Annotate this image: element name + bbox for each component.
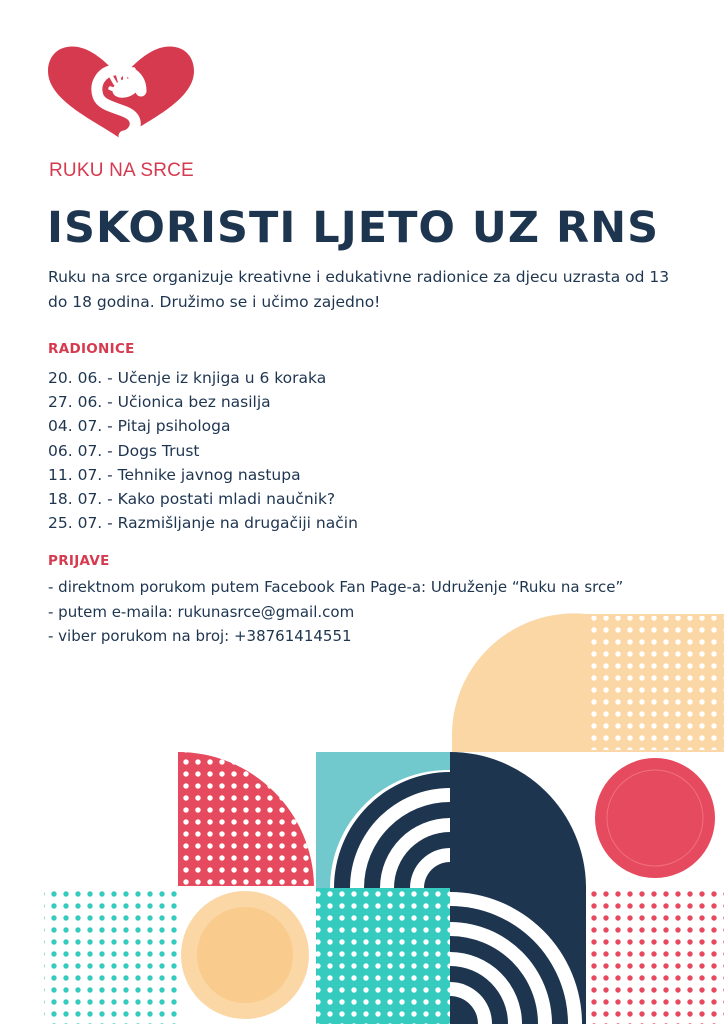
heart-hand-icon	[46, 46, 196, 141]
workshops-title: RADIONICE	[48, 341, 135, 357]
list-item: 06. 07. - Dogs Trust	[48, 441, 200, 460]
list-item: 27. 06. - Učionica bez nasilja	[48, 393, 271, 412]
list-item: 18. 07. - Kako postati mladi naučnik?	[48, 490, 336, 509]
signups-title: PRIJAVE	[48, 553, 110, 569]
list-item: - viber porukom na broj: +38761414551	[48, 627, 352, 645]
workshop-list	[48, 366, 358, 535]
logo-text: RUKU NA SRCE	[49, 160, 194, 181]
list-item: - putem e-maila: rukunasrce@gmail.com	[48, 602, 355, 621]
list-item: 25. 07. - Razmišljanje na drugačiji način	[48, 514, 358, 533]
logo	[46, 46, 196, 141]
list-item: 20. 06. - Učenje iz knjiga u 6 koraka	[48, 369, 327, 387]
list-item: 04. 07. - Pitaj psihologa	[48, 417, 231, 436]
decorative-pattern	[0, 600, 724, 1024]
list-item: 11. 07. - Tehnike javnog nastupa	[48, 465, 301, 484]
page-title: ISKORISTI LJETO UZ RNS	[47, 203, 660, 253]
intro-text: Ruku na srce organizuje kreativne i edukativne radionice za djecu uzrasta od 13 do 18 godina. Družimo se i učimo zajedno!	[48, 268, 670, 311]
list-item: - direktnom porukom putem Facebook Fan Page-a: Udruženje “Ruku na srce”	[48, 578, 624, 596]
